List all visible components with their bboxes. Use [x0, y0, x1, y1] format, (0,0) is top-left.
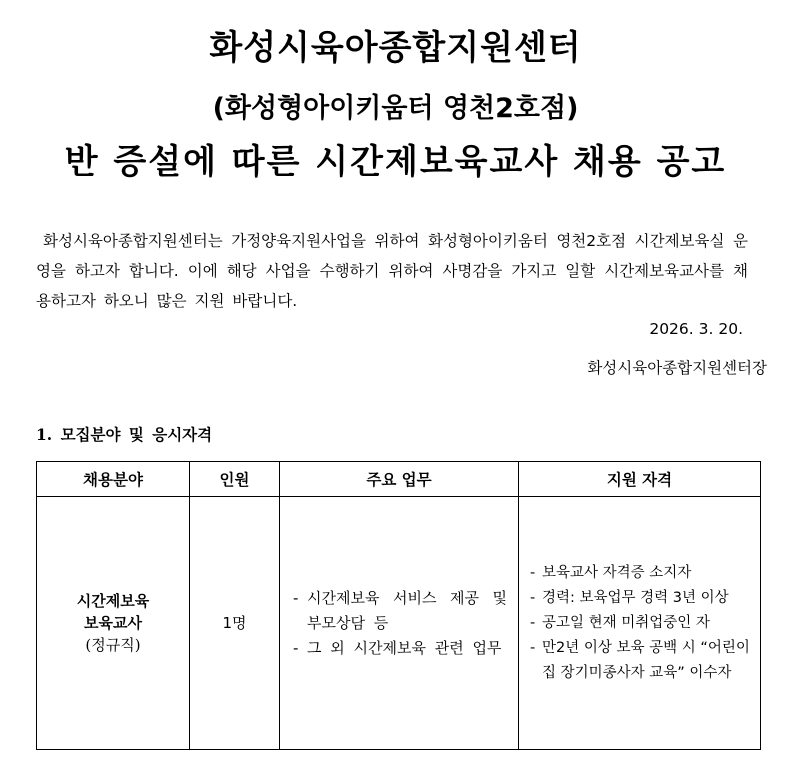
title-line-3: 반 증설에 따른 시간제보육교사 채용 공고	[64, 142, 727, 182]
qualification-item: - 공고일 현재 미취업중인 자	[520, 611, 759, 636]
recruitment-table	[36, 461, 761, 750]
header-duties: 주요 업무	[280, 462, 519, 497]
issuer-name: 화성시육아종합지원센터장	[587, 359, 767, 377]
qualification-item: - 보육교사 자격증 소지자	[520, 561, 759, 586]
cell-count: 1명	[190, 497, 280, 750]
cell-field	[37, 497, 190, 750]
header-field: 채용분야	[37, 462, 190, 497]
duty-item: - 시간제보육 서비스 제공 및 부모상담 등	[281, 586, 517, 636]
section-title: 1. 모집분야 및 응시자격	[36, 425, 213, 444]
cell-qualifications	[519, 497, 761, 750]
duty-item: - 그 외 시간제보육 관련 업무	[281, 636, 517, 661]
table-row	[37, 497, 761, 750]
field-name-line1: 시간제보육	[76, 592, 150, 610]
header-count: 인원	[190, 462, 280, 497]
announcement-date: 2026. 3. 20.	[649, 320, 743, 338]
intro-paragraph: 화성시육아종합지원센터는 가정양육지원사업을 위하여 화성형아이키움터 영천2호점 시간제보육실 운영을 하고자 합니다. 이에 해당 사업을 수행하기 위하여 사명감을 가지고 일할 시간제보육교사를 채용하고자 하오니 많은 지원 바랍니다.	[36, 232, 748, 310]
cell-duties	[280, 497, 519, 750]
table-header-row	[37, 462, 761, 497]
field-type: (정규직)	[85, 636, 141, 654]
header-qualifications: 지원 자격	[519, 462, 761, 497]
title-line-1: 화성시육아종합지원센터	[209, 28, 582, 68]
qualification-item: - 경력: 보육업무 경력 3년 이상	[520, 586, 759, 611]
qualification-item: - 만2년 이상 보육 공백 시 “어린이집 장기미종사자 교육” 이수자	[520, 636, 759, 686]
field-name-line2: 보육교사	[84, 614, 142, 632]
title-line-2: (화성형아이키움터 영천2호점)	[212, 93, 579, 124]
